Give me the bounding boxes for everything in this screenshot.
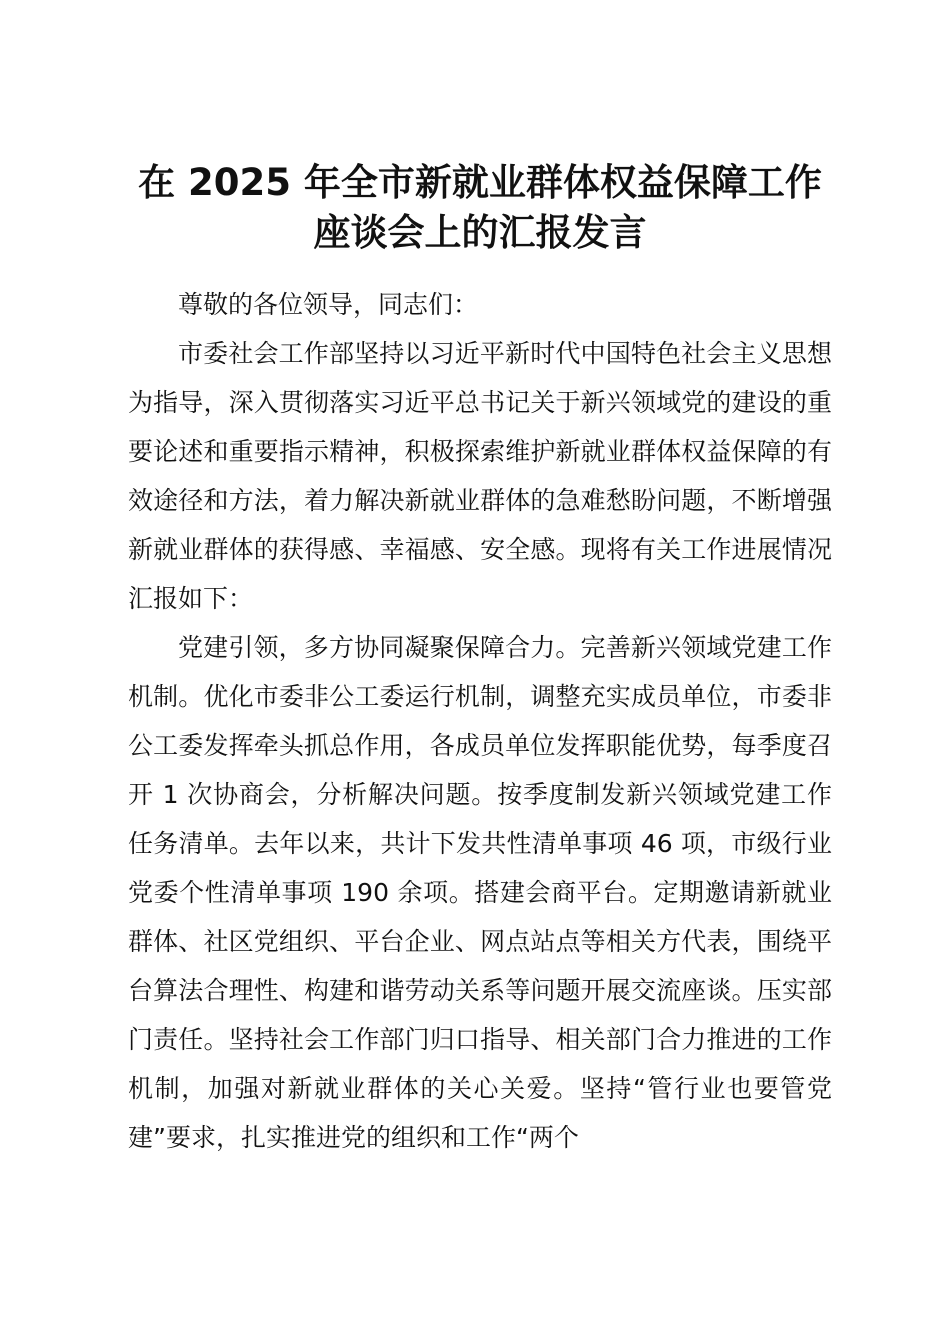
document-body — [128, 280, 832, 1162]
paragraph-intro: 市委社会工作部坚持以习近平新时代中国特色社会主义思想为指导，深入贯彻落实习近平总书记关于新兴领域党的建设的重要论述和重要指示精神，积极探索维护新就业群体权益保障的有效途径和方法，着力解决新就业群体的急难愁盼问题，不断增强新就业群体的获得感、幸福感、安全感。现将有关工作进展情况汇报如下： — [128, 339, 832, 613]
paragraph-party-building: 党建引领，多方协同凝聚保障合力。完善新兴领域党建工作机制。优化市委非公工委运行机制，调整充实成员单位，市委非公工委发挥牵头抓总作用，各成员单位发挥职能优势，每季度召开 1 次协商会，分析解决问题。按季度制发新兴领域党建工作任务清单。去年以来，共计下发共性清单事项 46 项，市级行业党委个性清单事项 190 余项。搭建会商平台。定期邀请新就业群体、社区党组织、平台企业、网点站点等相关方代表，围绕平台算法合理性、构建和谐劳动关系等问题开展交流座谈。压实部门责任。坚持社会工作部门归口指导、相关部门合力推进的工作机制，加强对新就业群体的关心关爱。坚持“管行业也要管党建”要求，扎实推进党的组织和工作“两个 — [128, 633, 832, 1152]
document-title: 在 2025 年全市新就业群体权益保障工作座谈会上的汇报发言 — [138, 161, 822, 254]
salutation: 尊敬的各位领导，同志们： — [178, 290, 479, 319]
